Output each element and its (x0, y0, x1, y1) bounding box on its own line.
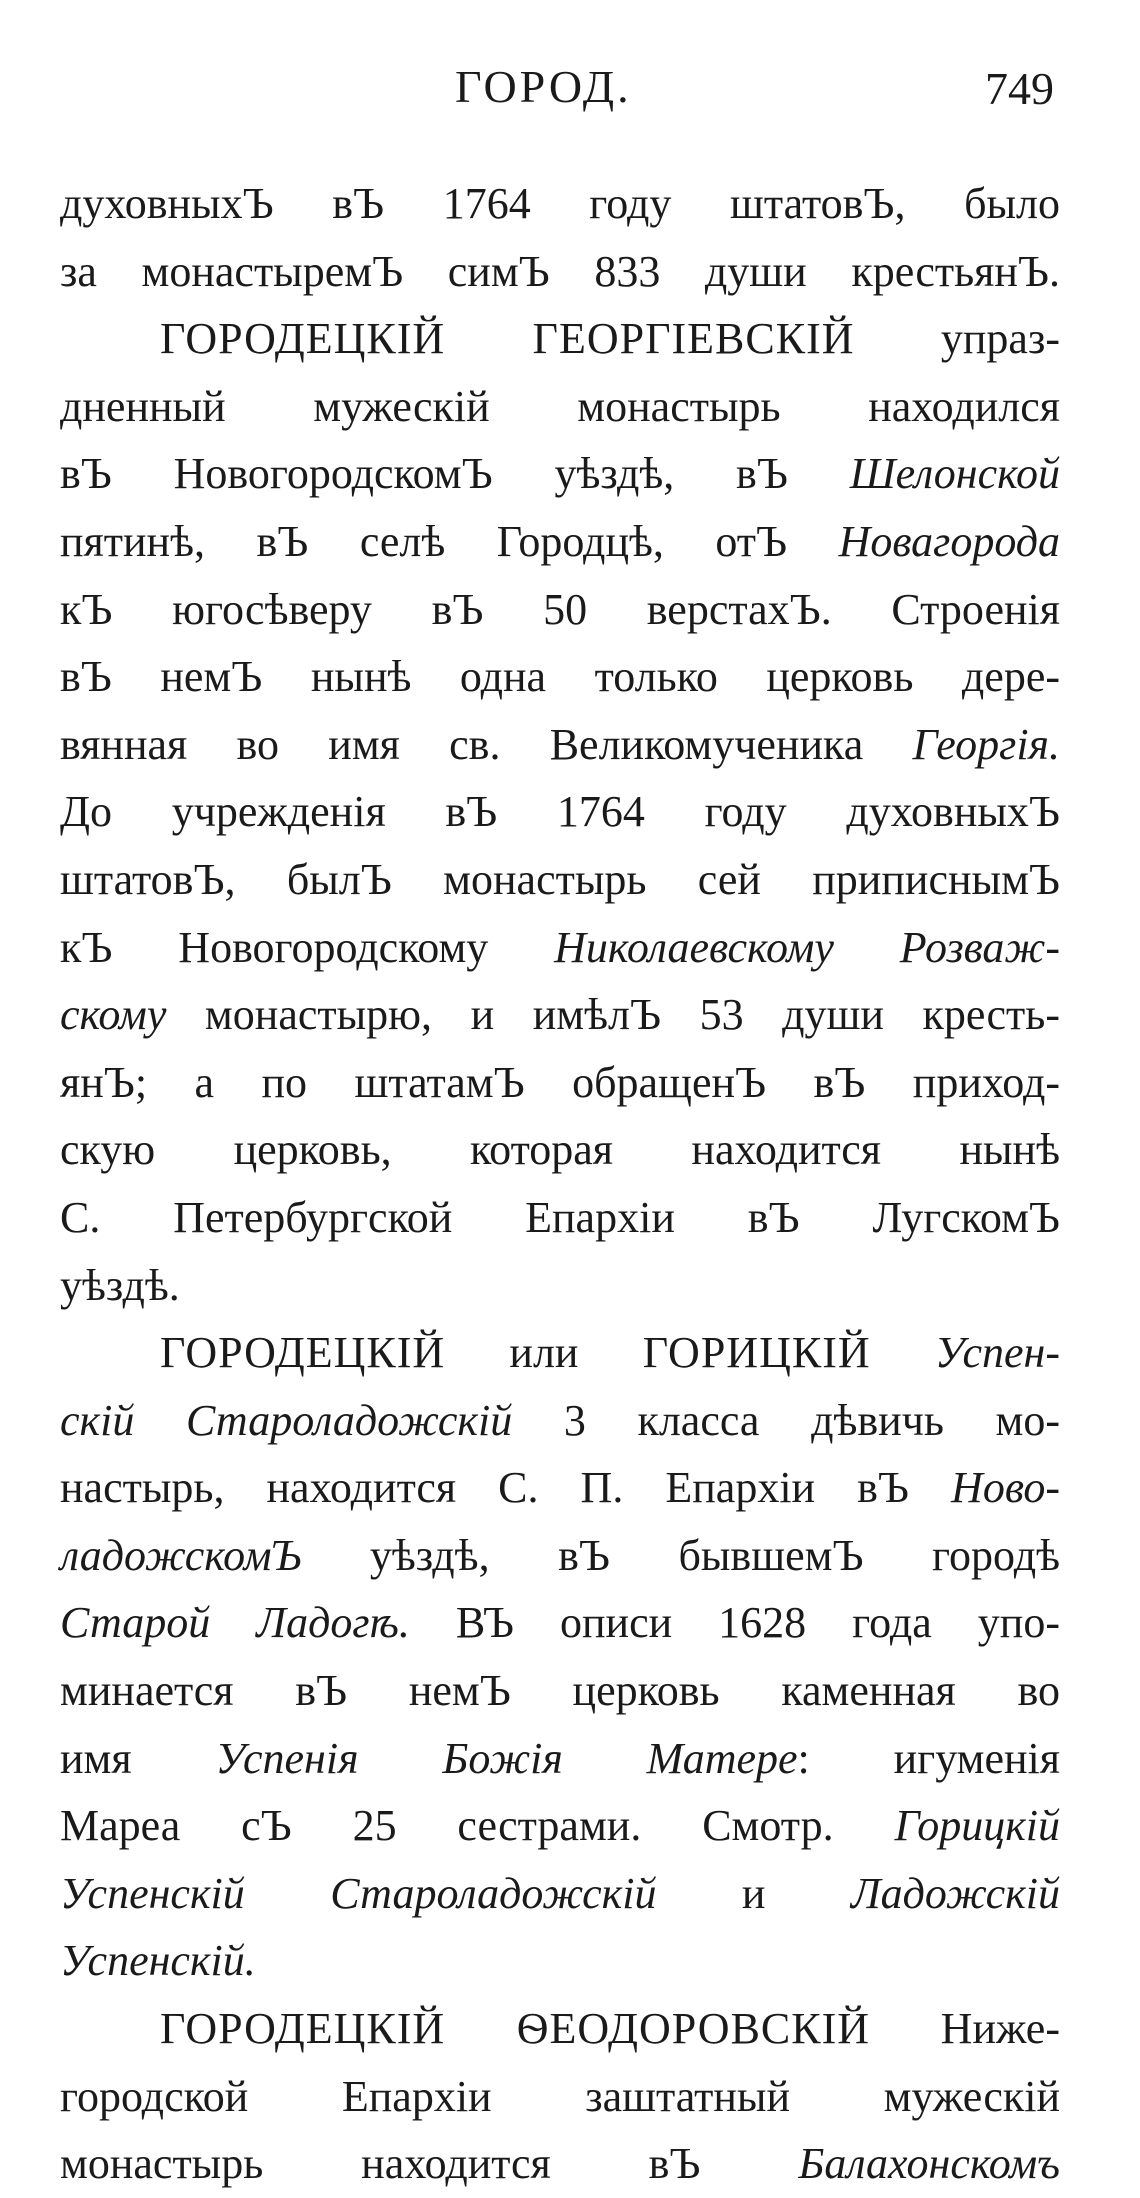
text-run: 3 класса дѣвичь мо- (512, 1395, 1061, 1445)
text-run: Мареа сЪ 25 сестрами. Смотр. (60, 1801, 895, 1851)
italic-text: скій Староладожскій (60, 1395, 513, 1445)
text-line (60, 440, 1060, 508)
text-run: вянная во имя св. Великомученика (60, 719, 913, 769)
text-line (60, 1049, 1060, 1117)
italic-text: Георгія. (912, 719, 1060, 769)
text-line (60, 1792, 1060, 1860)
text-run: вЪ НовогородскомЪ уѣздѣ, вЪ (60, 449, 850, 499)
text-run: янЪ; а по штатамЪ обращенЪ вЪ приход- (60, 1057, 1060, 1107)
italic-text: Балахонскомъ (798, 2139, 1060, 2189)
text-line (60, 914, 1060, 982)
text-run: духовныхЪ вЪ 1764 году штатовЪ, было (60, 179, 1060, 228)
text-run: С. Петербургской Епархіи вЪ ЛугскомЪ (60, 1192, 1060, 1242)
text-line (60, 1319, 1060, 1387)
headword: ГОРОДЕЦКІЙ (160, 1328, 446, 1378)
text-run: пятинѣ, вЪ селѣ Городцѣ, отЪ (60, 516, 839, 566)
running-head: ГОРОД. (455, 61, 632, 112)
text-line (60, 1995, 1060, 2063)
text-line (60, 238, 1060, 306)
page-header (0, 60, 1140, 130)
text-line (60, 2130, 1060, 2198)
text-line (60, 1454, 1060, 1522)
text-run: ВЪ описи 1628 года упо- (409, 1598, 1060, 1648)
text-run: монастырь находится вЪ (60, 2139, 799, 2189)
text-line (60, 373, 1060, 441)
italic-text: Горицкій (894, 1801, 1060, 1851)
italic-text: Успенскій. (60, 1936, 256, 1986)
text-line (60, 1725, 1060, 1793)
text-line (60, 2063, 1060, 2131)
italic-text: Старой Ладогѣ. (60, 1598, 410, 1648)
text-line (60, 778, 1060, 846)
italic-text: Николаевскому Розваж- (554, 922, 1060, 972)
page-number: 749 (985, 63, 1054, 114)
text-run (871, 1328, 935, 1377)
text-run: монастырю, и имѣлЪ 53 души кресть- (166, 990, 1060, 1040)
text-line (60, 846, 1060, 914)
italic-text: Успенскій Староладожскій (60, 1868, 657, 1918)
italic-text: Ладожскій (850, 1868, 1061, 1918)
italic-text: Ново- (951, 1463, 1060, 1513)
text-run: и (656, 1868, 851, 1918)
text-run: скую церковь, которая находится нынѣ (60, 1125, 1060, 1175)
text-line (60, 643, 1060, 711)
text-line (60, 1184, 1060, 1252)
text-run: уѣздѣ. (60, 1260, 180, 1310)
text-run: или (445, 1328, 643, 1378)
italic-text: Новагорода (838, 516, 1060, 566)
text-line (60, 981, 1060, 1049)
text-run: за монастыремЪ симЪ 833 души крестьянЪ. (60, 246, 1060, 296)
text-run: кЪ югосѣверу вЪ 50 верстахЪ. Строенія (60, 584, 1060, 634)
text-line (60, 1657, 1060, 1725)
text-line (60, 1522, 1060, 1590)
text-line (60, 170, 1060, 238)
text-run: кЪ Новогородскому (60, 922, 555, 972)
italic-text: ладожскомЪ (60, 1530, 302, 1580)
text-run: имя (60, 1733, 216, 1783)
text-run: минается вЪ немЪ церковь каменная во (60, 1666, 1060, 1716)
text-line (60, 1860, 1060, 1928)
text-run: городской Епархіи заштатный мужескій (60, 2071, 1060, 2121)
headword: ГОРОДЕЦКІЙ ГЕОРГІЕВСКІЙ (160, 314, 855, 364)
text-line (60, 1927, 1060, 1995)
text-run: Ниже- (870, 2004, 1060, 2054)
text-line (60, 508, 1060, 576)
text-run: упраз- (854, 314, 1060, 364)
text-run: : игуменія (797, 1733, 1060, 1783)
body-text (60, 170, 1060, 2198)
text-line (60, 711, 1060, 779)
text-run: уѣздѣ, вЪ бывшемЪ городѣ (301, 1530, 1060, 1580)
text-line (60, 1589, 1060, 1657)
headword: ГОРИЦКІЙ (642, 1328, 871, 1378)
text-run: штатовЪ, былЪ монастырь сей приписнымЪ (60, 854, 1060, 904)
text-run: До учрежденія вЪ 1764 году духовныхЪ (60, 787, 1060, 837)
text-run: дненный мужескій монастырь находился (60, 381, 1060, 431)
text-run: настырь, находится С. П. Епархіи вЪ (60, 1463, 952, 1513)
italic-text: Шелонской (849, 449, 1060, 499)
headword: ГОРОДЕЦКІЙ ѲЕОДОРОВСКІЙ (160, 2004, 871, 2054)
text-line (60, 1252, 1060, 1320)
italic-text: Успен- (934, 1328, 1060, 1378)
italic-text: скому (60, 990, 167, 1040)
text-line (60, 1387, 1060, 1455)
italic-text: Успенія Божія Матере (215, 1733, 798, 1783)
text-line (60, 576, 1060, 644)
text-run: вЪ немЪ нынѣ одна только церковь дере- (60, 652, 1060, 702)
text-line (60, 305, 1060, 373)
text-line (60, 1116, 1060, 1184)
